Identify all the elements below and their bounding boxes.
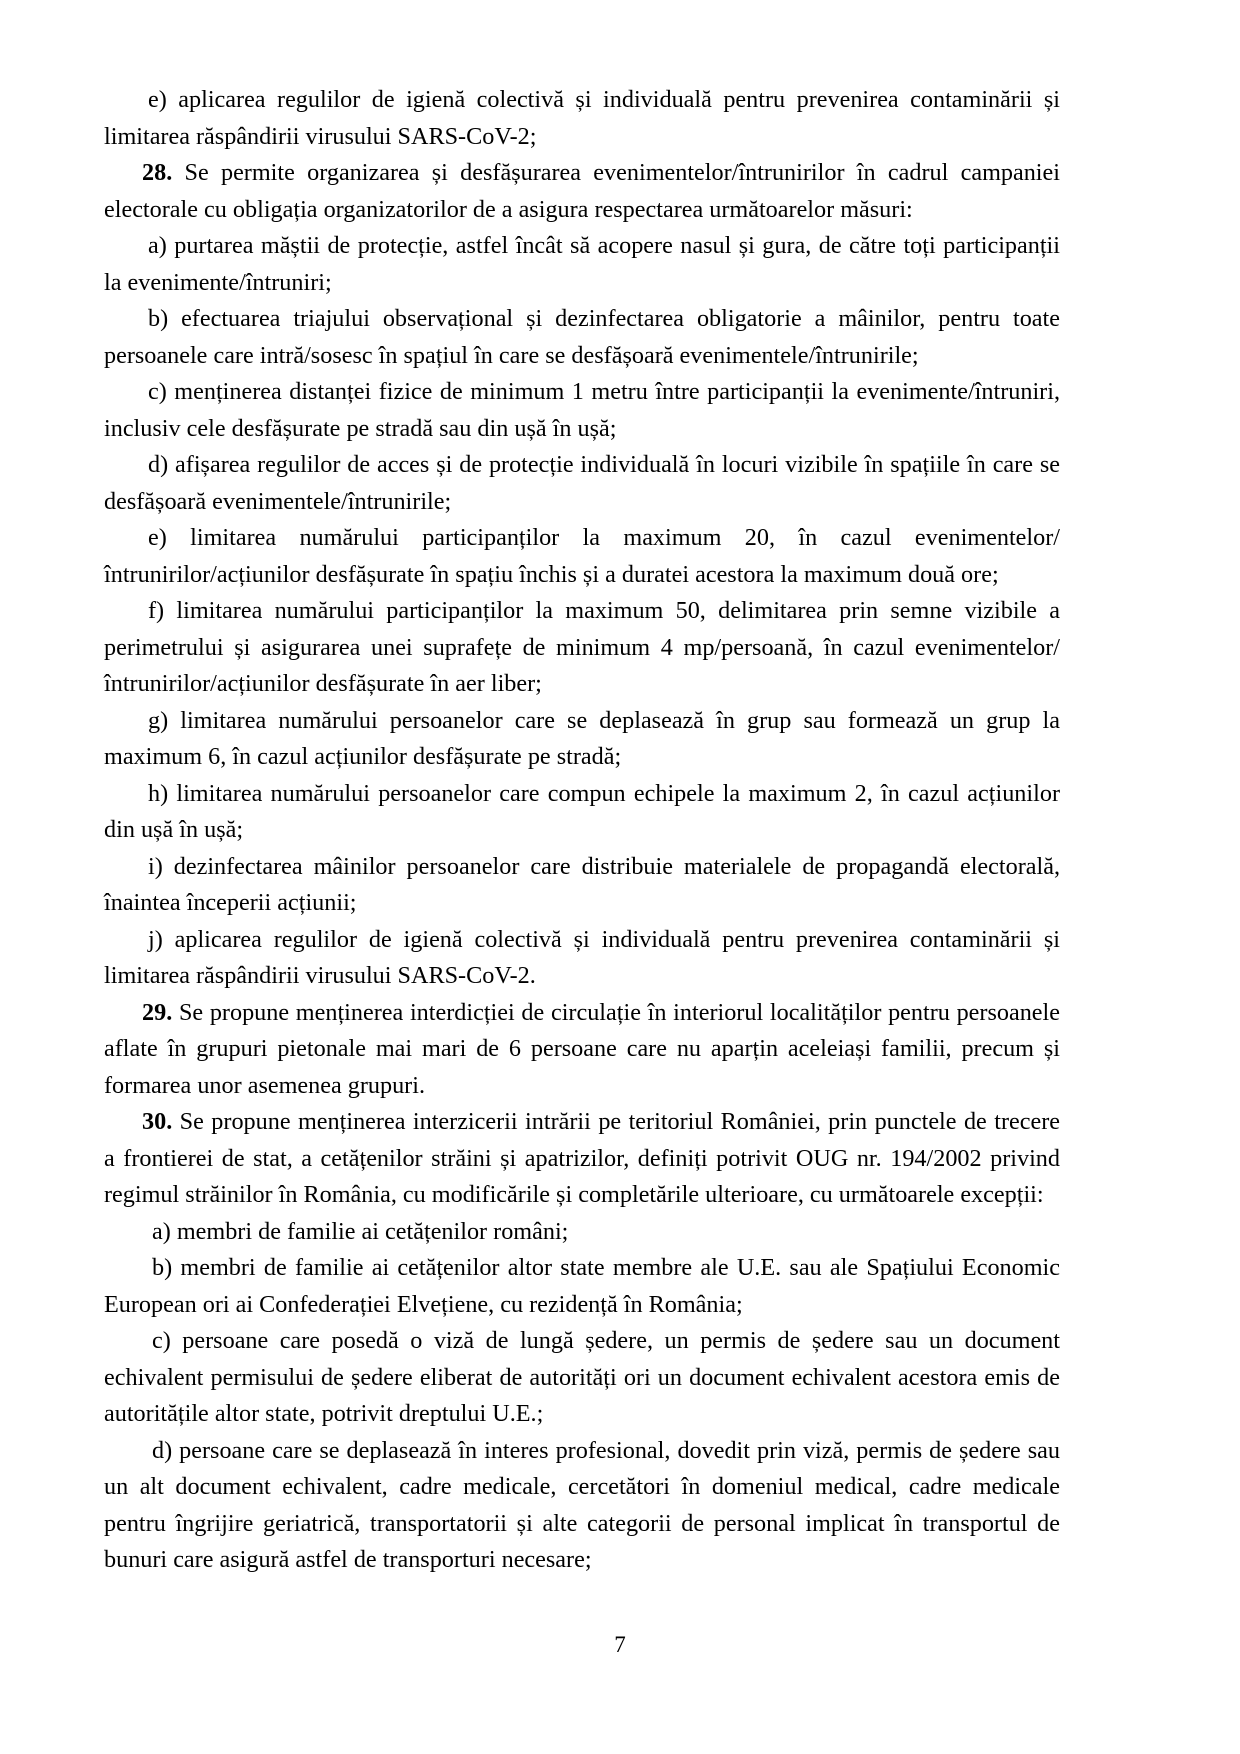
paragraph-text: g) limitarea numărului persoanelor care se deplasează în grup sau formează un grup la maximum 6, în cazul acțiunilor desfășurate pe stradă; bbox=[104, 706, 1060, 770]
paragraph-item-28-g bbox=[104, 703, 1060, 776]
paragraph-text: b) efectuarea triajului observațional și dezinfectarea obligatorie a mâinilor, pentru toate persoanele care intră/sosesc în spațiul în care se desfășoară evenimentele/întrunirile; bbox=[104, 305, 1060, 369]
paragraph-item-28-b bbox=[104, 301, 1060, 374]
paragraph-text: c) persoane care posedă o viză de lungă ședere, un permis de ședere sau un document echivalent permisului de ședere eliberat de autorități ori un document echivalent acestora emis de autoritățile altor state, potrivit dreptului U.E.; bbox=[104, 1327, 1060, 1427]
paragraph-text: h) limitarea numărului persoanelor care compun echipele la maximum 2, în cazul acțiunilor din ușă în ușă; bbox=[104, 779, 1060, 843]
paragraph-text: d) persoane care se deplasează în interes profesional, dovedit prin viză, permis de ședere sau un alt document echivalent, cadre medicale, cercetători în domeniul medical, cadre medicale pentru îngrijire geriatrică, transportatorii și alte categorii de personal implicat în transportul de bunuri care asigură astfel de transporturi necesare; bbox=[104, 1436, 1060, 1573]
paragraph-text: e) limitarea numărului participanților la maximum 20, în cazul evenimentelor/întrunirilor/acțiunilor desfășurate în spațiu închis și a duratei acestora la maximum două ore; bbox=[104, 524, 1060, 588]
paragraph-item-28-e bbox=[104, 520, 1060, 593]
paragraph-item-28-i bbox=[104, 849, 1060, 922]
paragraph-item-30-c bbox=[104, 1323, 1060, 1433]
paragraph-item-30 bbox=[104, 1104, 1060, 1214]
paragraph-item-28-h bbox=[104, 776, 1060, 849]
paragraph-item-28-a bbox=[104, 228, 1060, 301]
paragraph-text: j) aplicarea regulilor de igienă colectivă și individuală pentru prevenirea contaminării și limitarea răspândirii virusului SARS-CoV-2. bbox=[104, 925, 1060, 989]
paragraph-text: e) aplicarea regulilor de igienă colectivă și individuală pentru prevenirea contaminării și limitarea răspândirii virusului SARS-CoV-2; bbox=[104, 86, 1060, 150]
paragraph-item-29 bbox=[104, 995, 1060, 1105]
document-body bbox=[104, 82, 1060, 1579]
paragraph-text: Se propune menținerea interdicției de circulație în interiorul localităților pentru persoanele aflate în grupuri pietonale mai mari de 6 persoane care nu aparțin aceleiași familii, precum și formarea unor asemenea grupuri. bbox=[104, 998, 1060, 1099]
paragraph-number: 29. bbox=[142, 998, 173, 1026]
paragraph-text: a) membri de familie ai cetățenilor români; bbox=[152, 1217, 569, 1245]
paragraph-text: d) afișarea regulilor de acces și de protecție individuală în locuri vizibile în spațiile în care se desfășoară evenimentele/întrunirile; bbox=[104, 451, 1060, 515]
paragraph-text: f) limitarea numărului participanților la maximum 50, delimitarea prin semne vizibile a perimetrului și asigurarea unei suprafețe de minimum 4 mp/persoană, în cazul evenimentelor/ întrunirilor/acțiunilor desfășurate în aer liber; bbox=[104, 597, 1060, 697]
paragraph-item-30-b bbox=[104, 1250, 1060, 1323]
paragraph-text: Se propune menținerea interzicerii intrării pe teritoriul României, prin punctele de trecere a frontierei de stat, a cetățenilor străini și apatrizilor, definiți potrivit OUG nr. 194/2002 privind regimul străinilor în România, cu modificările și completările ulterioare, cu următoarele excepții: bbox=[104, 1108, 1060, 1208]
paragraph-item-28 bbox=[104, 155, 1060, 228]
paragraph-item-27-e bbox=[104, 82, 1060, 155]
paragraph-number: 28. bbox=[142, 159, 173, 186]
paragraph-text: b) membri de familie ai cetățenilor altor state membre ale U.E. sau ale Spațiului Economic European ori ai Confederației Elvețiene, cu rezidență în România; bbox=[104, 1254, 1060, 1318]
paragraph-item-30-d bbox=[104, 1433, 1060, 1579]
paragraph-item-28-d bbox=[104, 447, 1060, 520]
paragraph-item-28-j bbox=[104, 922, 1060, 995]
paragraph-text: c) menținerea distanței fizice de minimum 1 metru între participanții la evenimente/întruniri, inclusiv cele desfășurate pe stradă sau din ușă în ușă; bbox=[104, 378, 1060, 442]
paragraph-number: 30. bbox=[142, 1108, 173, 1135]
paragraph-text: i) dezinfectarea mâinilor persoanelor care distribuie materialele de propagandă electorală, înaintea începerii acțiunii; bbox=[104, 852, 1060, 916]
page-number: 7 bbox=[614, 1632, 626, 1657]
paragraph-item-28-c bbox=[104, 374, 1060, 447]
paragraph-item-28-f bbox=[104, 593, 1060, 703]
paragraph-text: Se permite organizarea și desfășurarea evenimentelor/întrunirilor în cadrul campaniei electorale cu obligația organizatorilor de a asigura respectarea următoarelor măsuri: bbox=[104, 159, 1060, 223]
paragraph-text: a) purtarea măștii de protecție, astfel încât să acopere nasul și gura, de către toți participanții la evenimente/întruniri; bbox=[104, 232, 1060, 296]
paragraph-item-30-a bbox=[104, 1214, 1060, 1251]
